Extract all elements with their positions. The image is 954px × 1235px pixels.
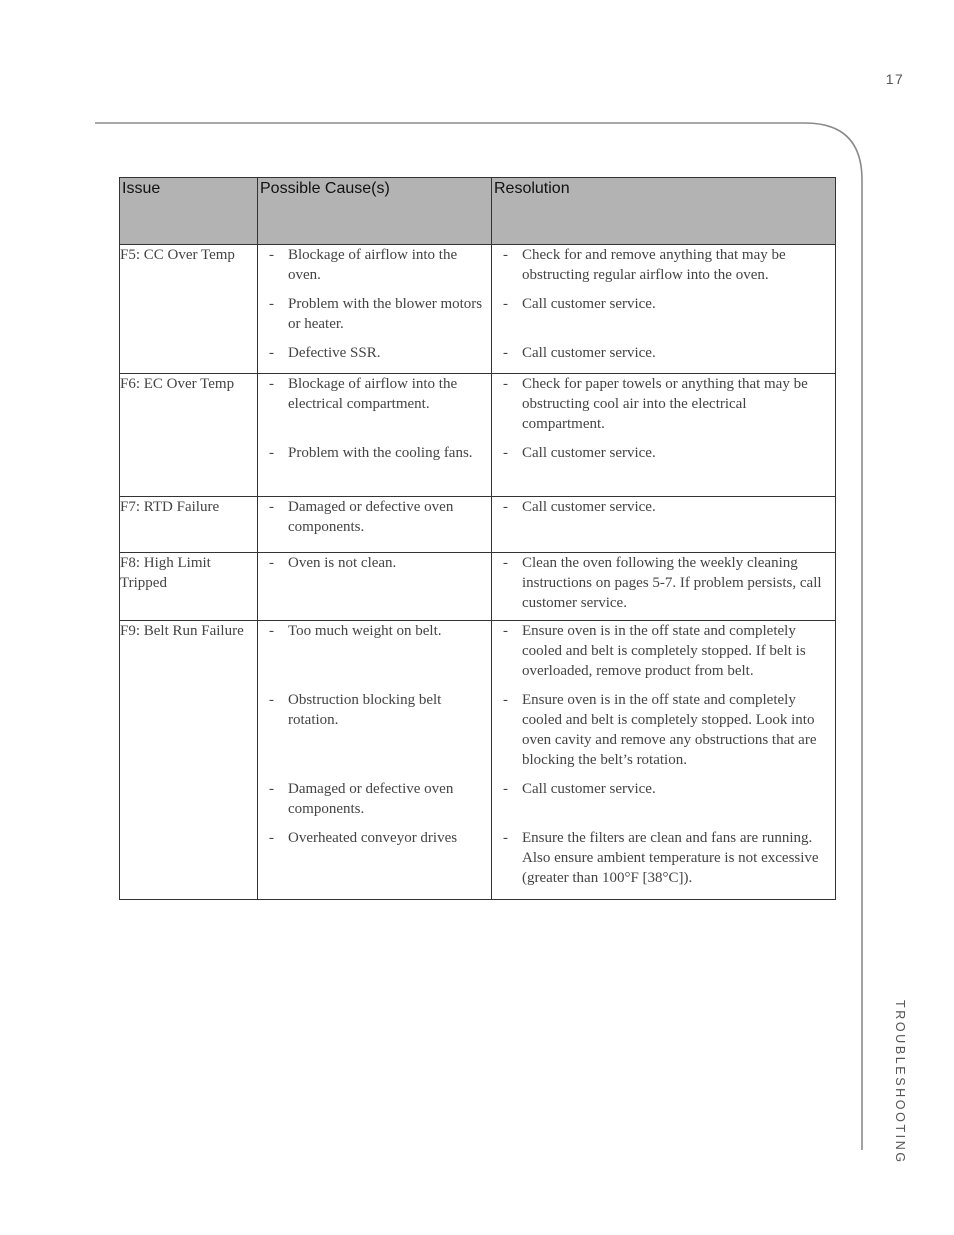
resolution-item: - Call customer service. (492, 497, 831, 517)
table-row (120, 245, 836, 374)
issue-cell: F9: Belt Run Failure (120, 621, 258, 900)
resolution-item: - Check for and remove anything that may be obstructing regular airflow into the oven. (492, 245, 831, 285)
table-row (120, 621, 836, 900)
resolution-item: - Ensure the filters are clean and fans are running. Also ensure ambient temperature is not excessive (greater than 100°F [38°C]). (492, 828, 831, 888)
cause-item: - Damaged or defective oven components. (258, 779, 487, 819)
resolution-item: - Clean the oven following the weekly cleaning instructions on pages 5-7. If problem persists, call customer service. (492, 553, 831, 613)
cause-item: - Damaged or defective oven components. (258, 497, 487, 537)
resolution-item: - Call customer service. (492, 443, 831, 463)
causes-cell (258, 245, 492, 374)
cause-item: - Problem with the cooling fans. (258, 443, 487, 463)
cause-item: - Blockage of airflow into the electrical compartment. (258, 374, 487, 414)
resolution-cell (492, 497, 836, 553)
causes-cell (258, 553, 492, 621)
cause-item: - Obstruction blocking belt rotation. (258, 690, 487, 730)
causes-cell (258, 497, 492, 553)
resolution-cell (492, 621, 836, 900)
resolution-cell (492, 245, 836, 374)
table-row (120, 374, 836, 497)
resolution-cell (492, 374, 836, 497)
table-row (120, 497, 836, 553)
cause-item: - Problem with the blower motors or heater. (258, 294, 487, 334)
resolution-item: - Ensure oven is in the off state and completely cooled and belt is completely stopped. If belt is overloaded, remove product from belt. (492, 621, 831, 681)
cause-item: - Overheated conveyor drives (258, 828, 487, 848)
header-resolution: Resolution (492, 178, 836, 245)
cause-item: - Defective SSR. (258, 343, 487, 363)
table-row (120, 553, 836, 621)
resolution-cell (492, 553, 836, 621)
resolution-item: - Call customer service. (492, 294, 831, 314)
table-header-row (120, 178, 836, 245)
resolution-item: - Call customer service. (492, 343, 831, 363)
cause-item: - Too much weight on belt. (258, 621, 487, 641)
resolution-item: - Ensure oven is in the off state and completely cooled and belt is completely stopped. Look into oven cavity and remove any obstructions that are blocking the belt’s rotation. (492, 690, 831, 770)
header-issue: Issue (120, 178, 258, 245)
causes-cell (258, 374, 492, 497)
issue-cell: F5: CC Over Temp (120, 245, 258, 374)
cause-item: - Oven is not clean. (258, 553, 487, 573)
cause-item: - Blockage of airflow into the oven. (258, 245, 487, 285)
header-possible-causes: Possible Cause(s) (258, 178, 492, 245)
page-number: 17 (885, 71, 905, 87)
causes-cell (258, 621, 492, 900)
resolution-item: - Call customer service. (492, 779, 831, 799)
resolution-item: - Check for paper towels or anything that may be obstructing cool air into the electrical compartment. (492, 374, 831, 434)
issue-cell: F8: High Limit Tripped (120, 553, 258, 621)
issue-cell: F7: RTD Failure (120, 497, 258, 553)
troubleshooting-table (119, 177, 836, 900)
issue-cell: F6: EC Over Temp (120, 374, 258, 497)
